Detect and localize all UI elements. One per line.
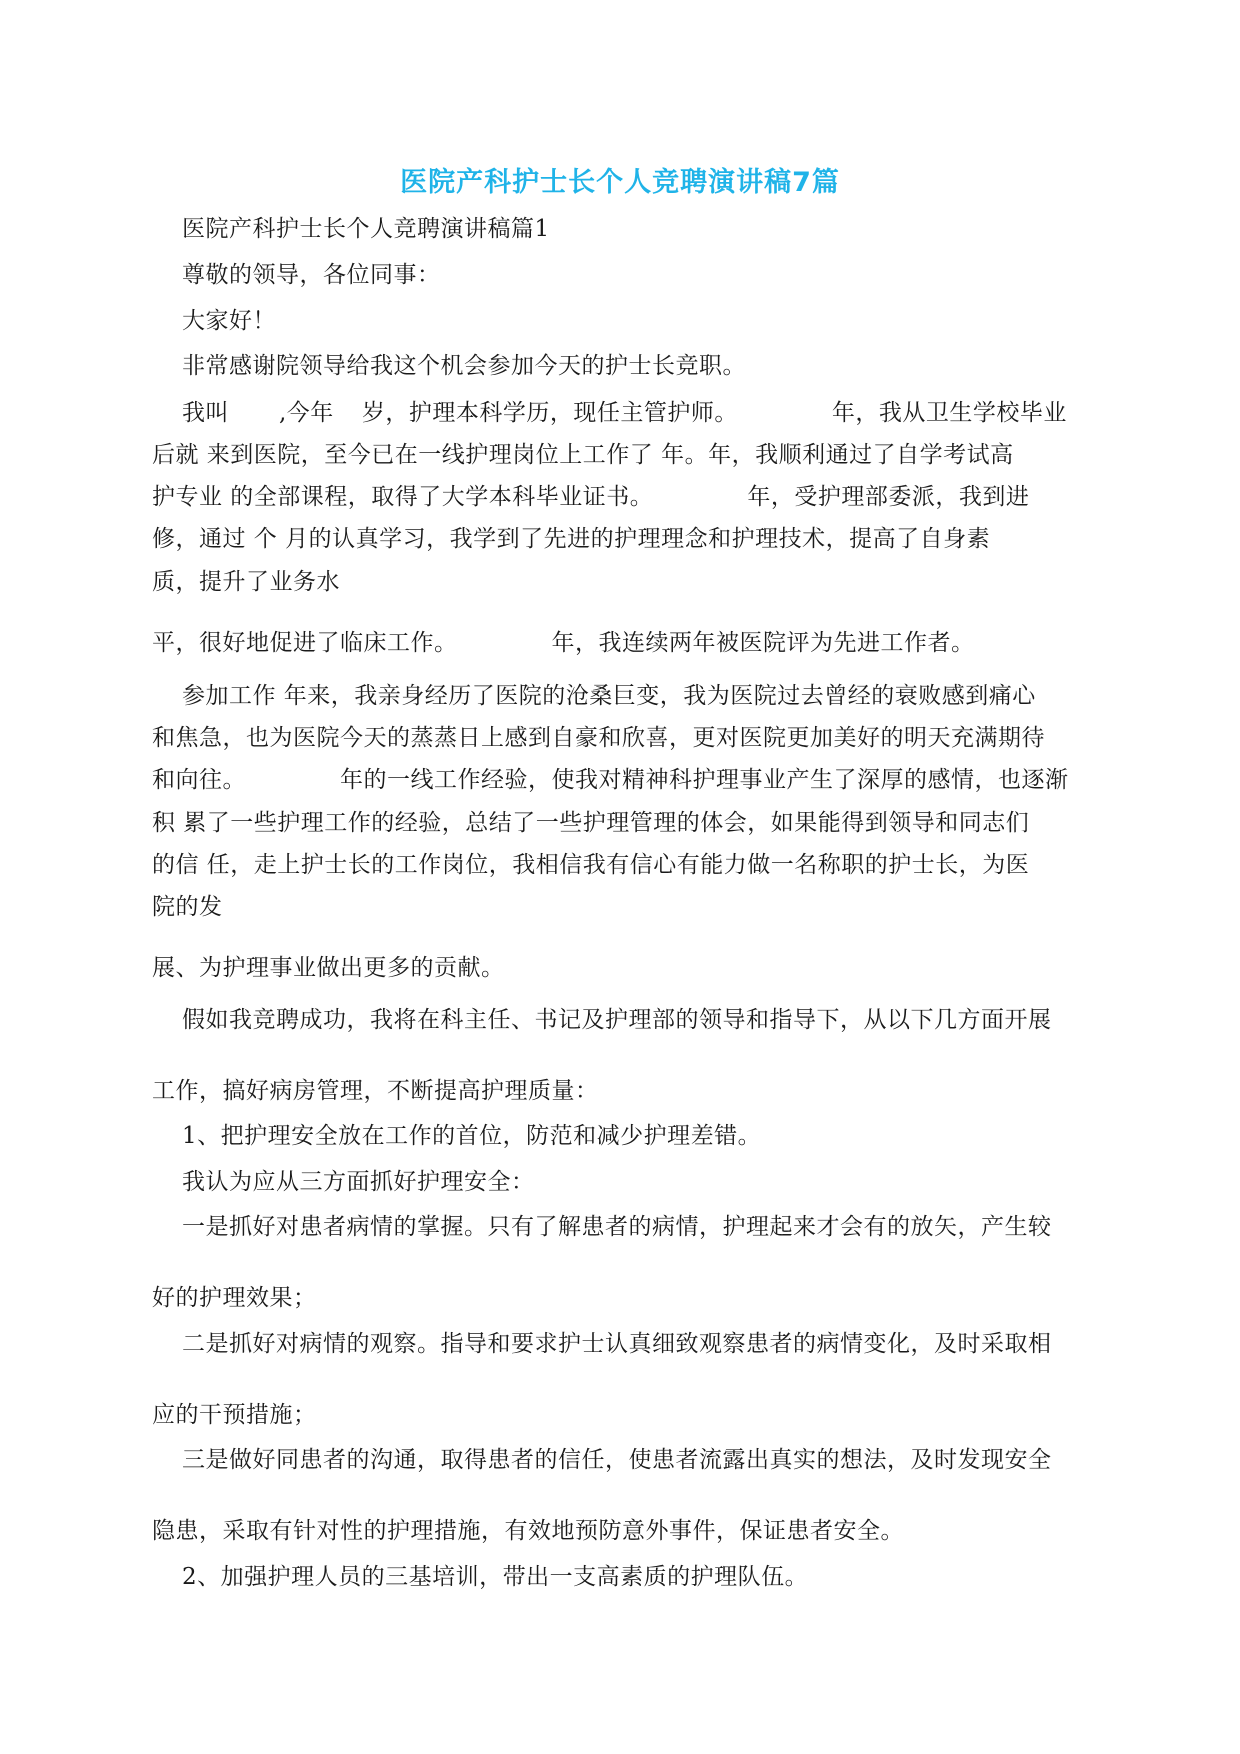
paragraph-line: 1、把护理安全放在工作的首位，防范和减少护理差错。 <box>182 1123 762 1149</box>
document-title: 医院产科护士长个人竞聘演讲稿7篇 <box>400 167 840 198</box>
paragraph-line: 的信 任，走上护士长的工作岗位，我相信我有信心有能力做一名称职的护士长，为医 <box>152 852 1030 878</box>
paragraph-line: 参加工作 年来，我亲身经历了医院的沧桑巨变，我为医院过去曾经的衰败感到痛心 <box>182 683 1036 709</box>
paragraph-line <box>182 398 1067 428</box>
text-segment: 岁，护理本科学历，现任主管护师。 <box>361 400 738 426</box>
paragraph-line: 展、为护理事业做出更多的贡献。 <box>152 955 505 981</box>
paragraph-line: 后就 来到医院，至今已在一线护理岗位上工作了 年。年，我顺利通过了自学考试高 <box>152 442 1014 468</box>
paragraph-line: 工作，搞好病房管理，不断提高护理质量： <box>152 1078 599 1104</box>
paragraph-line: 积 累了一些护理工作的经验，总结了一些护理管理的体会，如果能得到领导和同志们 <box>152 810 1030 836</box>
text-segment: 年，我连续两年被医院评为先进工作者。 <box>551 630 975 656</box>
text-segment: 年，我从卫生学校毕业 <box>831 400 1067 426</box>
text-segment: 我叫 <box>182 400 229 426</box>
paragraph-line: 大家好！ <box>182 308 276 334</box>
text-segment: 年，受护理部委派，我到进 <box>747 484 1030 510</box>
paragraph-line: 2、加强护理人员的三基培训，带出一支高素质的护理队伍。 <box>182 1564 809 1590</box>
paragraph-line: 一是抓好对患者病情的掌握。只有了解患者的病情，护理起来才会有的放矢，产生较 <box>182 1214 1052 1240</box>
paragraph-line: 院的发 <box>152 894 223 920</box>
text-segment: 平，很好地促进了临床工作。 <box>152 630 458 656</box>
text-segment: 护专业 的全部课程，取得了大学本科毕业证书。 <box>152 484 654 510</box>
paragraph-line: 二是抓好对病情的观察。指导和要求护士认真细致观察患者的病情变化，及时采取相 <box>182 1331 1052 1357</box>
paragraph-line: 三是做好同患者的沟通，取得患者的信任，使患者流露出真实的想法，及时发现安全 <box>182 1447 1052 1473</box>
paragraph-line: 尊敬的领导，各位同事： <box>182 262 441 288</box>
paragraph-line: 应的干预措施； <box>152 1402 317 1428</box>
paragraph-line: 质，提升了业务水 <box>152 569 340 595</box>
text-segment: ,今年 <box>279 400 334 426</box>
paragraph-line: 隐患，采取有针对性的护理措施，有效地预防意外事件，保证患者安全。 <box>152 1518 904 1544</box>
paragraph-line <box>152 765 1069 795</box>
paragraph-line: 假如我竞聘成功，我将在科主任、书记及护理部的领导和指导下，从以下几方面开展 <box>182 1007 1052 1033</box>
paragraph-line: 和焦急，也为医院今天的蒸蒸日上感到自豪和欣喜，更对医院更加美好的明天充满期待 <box>152 725 1045 751</box>
text-segment: 年的一线工作经验，使我对精神科护理事业产生了深厚的感情，也逐渐 <box>340 767 1069 793</box>
paragraph-line: 非常感谢院领导给我这个机会参加今天的护士长竞职。 <box>182 353 746 379</box>
paragraph-line: 我认为应从三方面抓好护理安全： <box>182 1169 535 1195</box>
paragraph-line <box>152 482 1029 512</box>
section-heading: 医院产科护士长个人竞聘演讲稿篇1 <box>182 216 550 242</box>
paragraph-line <box>152 628 975 658</box>
text-segment: 和向往。 <box>152 767 246 793</box>
paragraph-line: 好的护理效果； <box>152 1285 317 1311</box>
paragraph-line: 修，通过 个 月的认真学习，我学到了先进的护理理念和护理技术，提高了自身素 <box>152 526 991 552</box>
